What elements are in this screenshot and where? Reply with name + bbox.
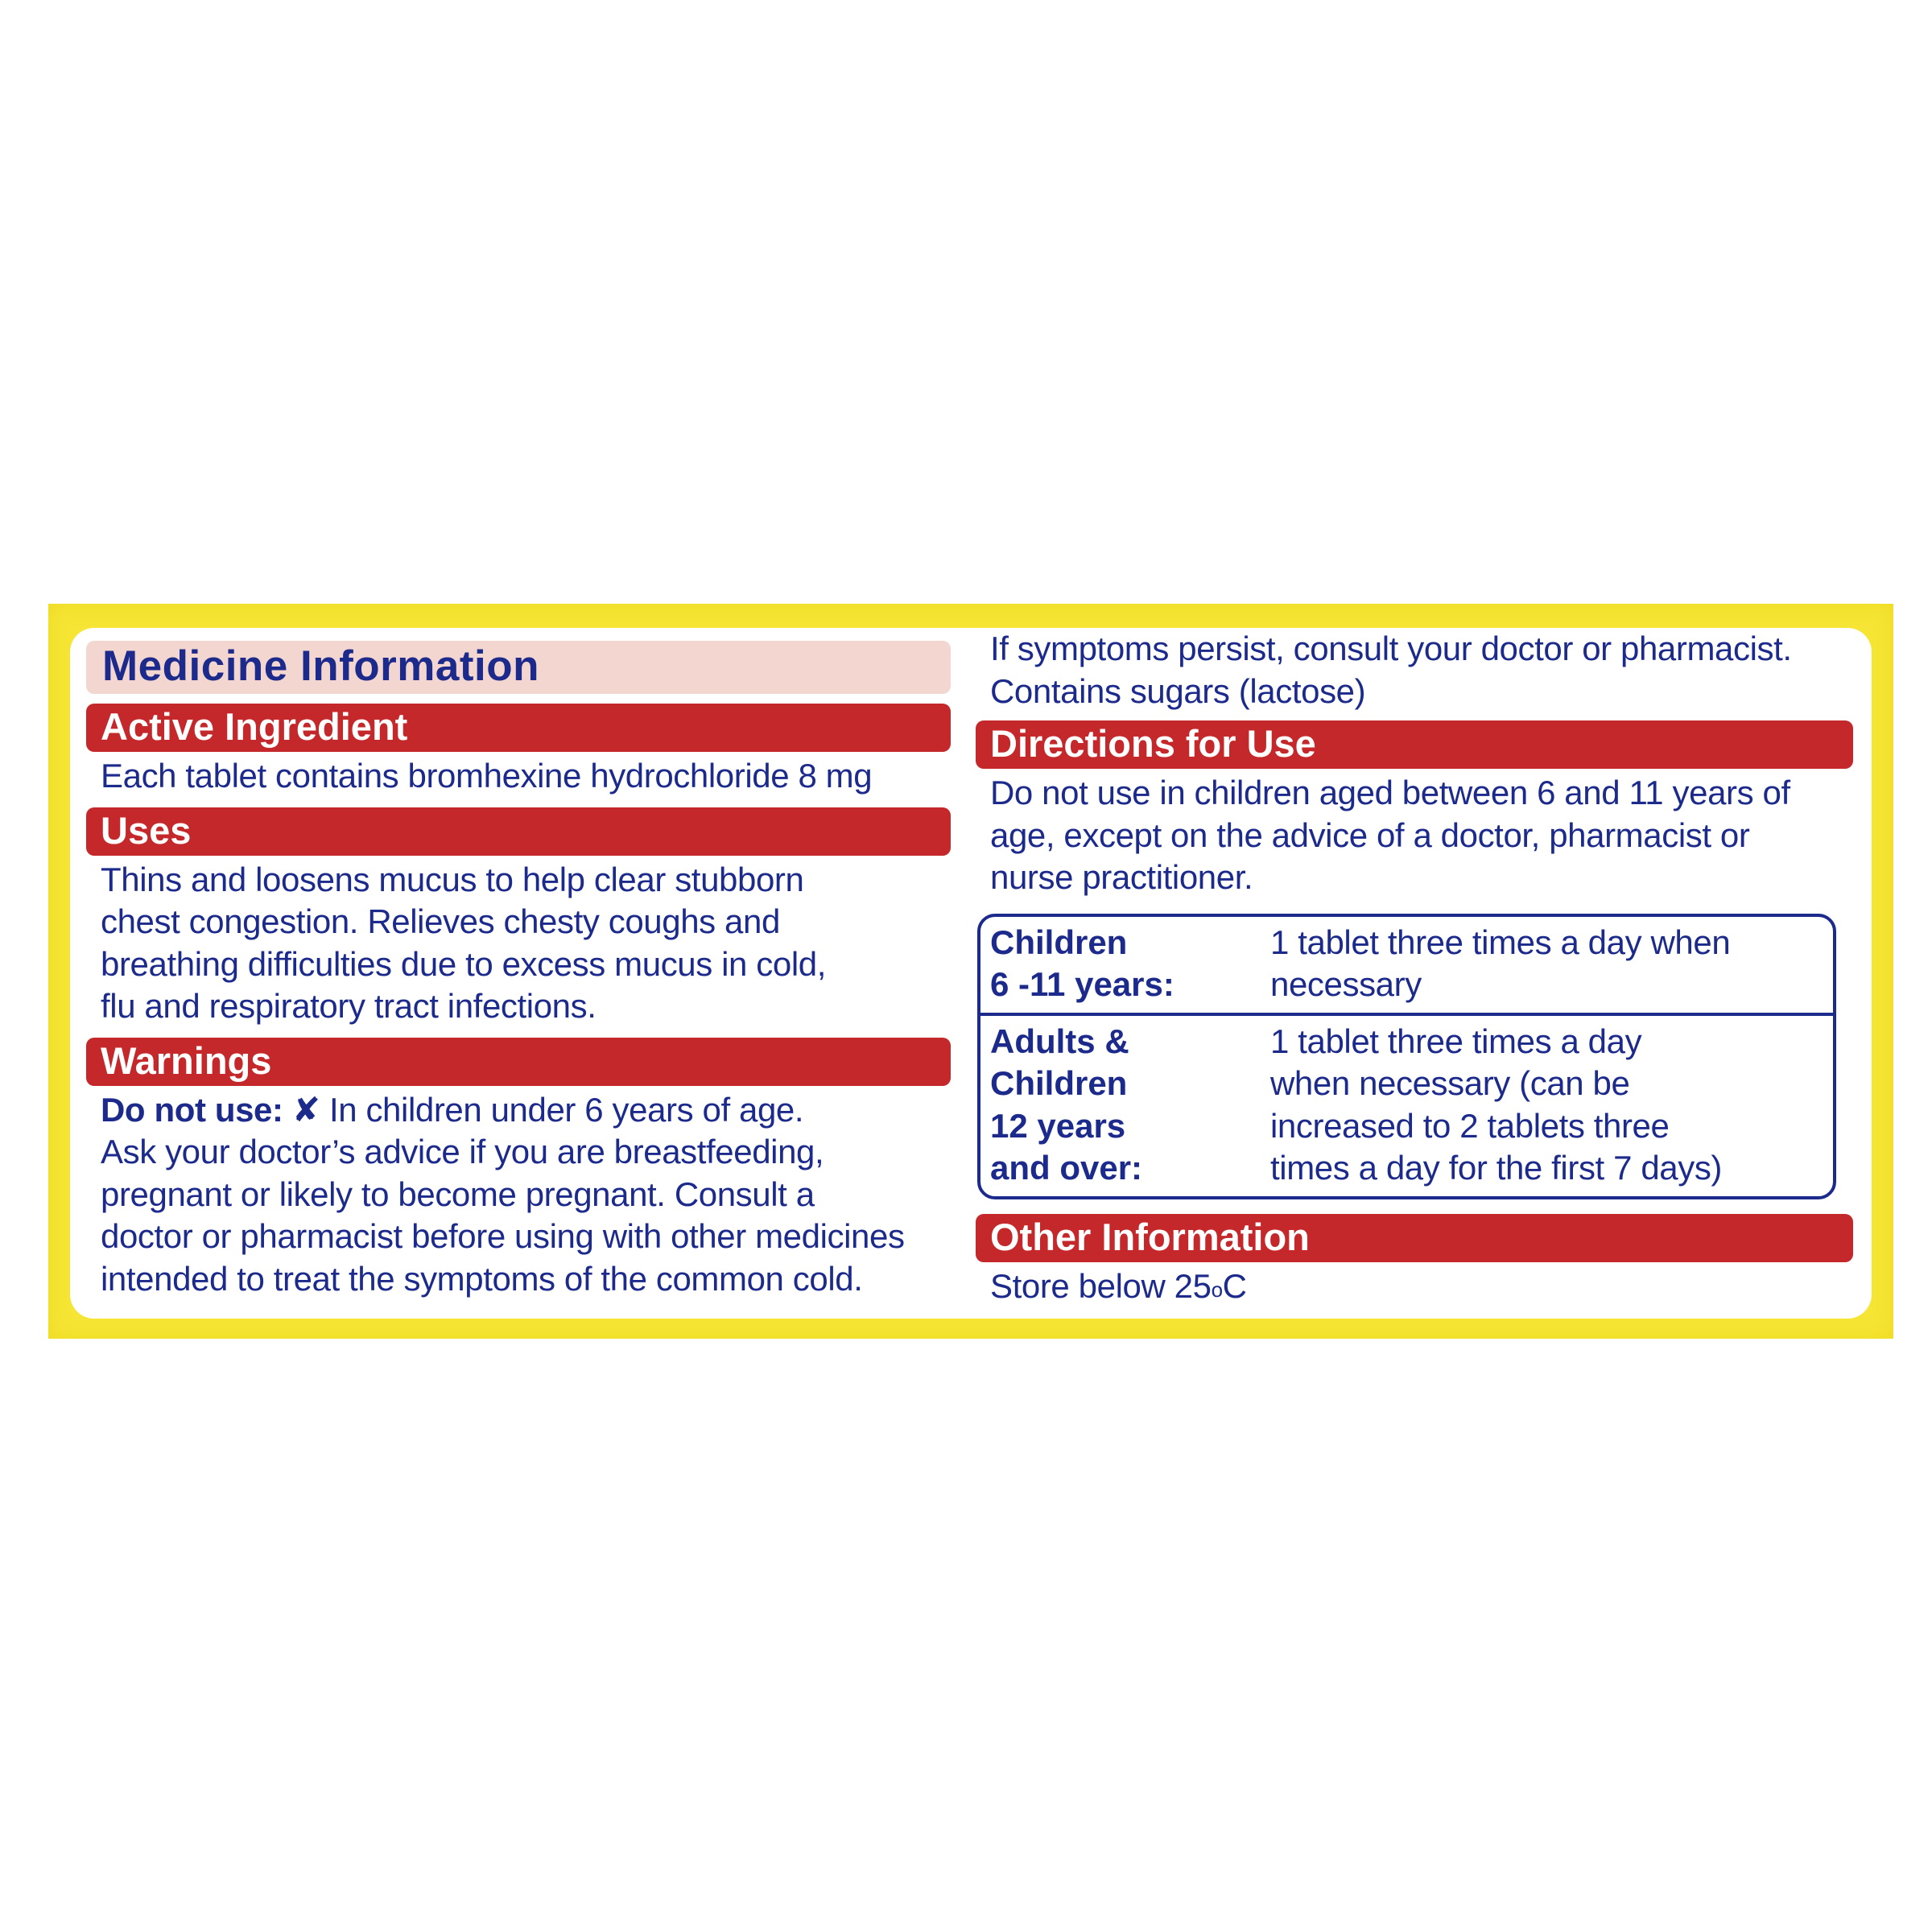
dosage-age-group bbox=[980, 1016, 1270, 1196]
warnings-continued bbox=[976, 628, 1853, 712]
dose-line: 1 tablet three times a day bbox=[1270, 1022, 1642, 1060]
page-title: Medicine Information bbox=[86, 641, 951, 694]
warnings-continued-line: Contains sugars (lactose) bbox=[990, 671, 1366, 710]
dose-line: 1 tablet three times a day when bbox=[1270, 923, 1731, 961]
age-group-line: Children bbox=[990, 923, 1128, 961]
uses-line: chest congestion. Relieves chesty coughs and bbox=[101, 902, 780, 940]
info-panel bbox=[70, 628, 1872, 1319]
dosage-instructions bbox=[1270, 1016, 1833, 1196]
warnings-line: Ask your doctor’s advice if you are breastfeeding, bbox=[101, 1133, 824, 1170]
warnings-text bbox=[86, 1089, 951, 1301]
warnings-line: doctor or pharmacist before using with other medicines bbox=[101, 1217, 905, 1255]
directions-line: nurse practitioner. bbox=[990, 858, 1253, 896]
cross-icon: ✘ bbox=[291, 1090, 320, 1129]
uses-heading: Uses bbox=[86, 807, 951, 856]
dose-line: necessary bbox=[1270, 965, 1422, 1003]
dosage-row-children bbox=[980, 917, 1833, 1013]
age-group-line: 12 years bbox=[990, 1106, 1126, 1145]
directions-text bbox=[976, 772, 1853, 899]
uses-line: flu and respiratory tract infections. bbox=[101, 987, 597, 1025]
package-label bbox=[48, 604, 1893, 1339]
dose-line: times a day for the first 7 days) bbox=[1270, 1149, 1723, 1187]
active-ingredient-text: Each tablet contains bromhexine hydrochloride 8 mg bbox=[101, 757, 873, 795]
age-group-line: 6 -11 years: bbox=[990, 965, 1174, 1003]
storage-unit: C bbox=[1222, 1266, 1247, 1305]
do-not-use-label: Do not use: bbox=[101, 1090, 283, 1129]
age-group-line: Adults & bbox=[990, 1022, 1129, 1060]
warnings-line: intended to treat the symptoms of the common cold. bbox=[101, 1259, 863, 1298]
dosage-age-group bbox=[980, 917, 1270, 1013]
storage-text-prefix: Store below 25 bbox=[990, 1266, 1212, 1305]
left-column bbox=[86, 641, 951, 1300]
warnings-first-line-text: In children under 6 years of age. bbox=[328, 1090, 804, 1129]
dosage-instructions bbox=[1270, 917, 1833, 1013]
other-information-heading: Other Information bbox=[976, 1214, 1853, 1262]
storage-text bbox=[976, 1265, 1853, 1308]
dose-line: when necessary (can be bbox=[1270, 1064, 1630, 1102]
directions-heading: Directions for Use bbox=[976, 720, 1853, 769]
dosage-row-adults bbox=[980, 1013, 1833, 1196]
warnings-line: pregnant or likely to become pregnant. Consult a bbox=[101, 1174, 815, 1213]
right-column bbox=[976, 628, 1853, 1307]
warnings-continued-line: If symptoms persist, consult your doctor or pharmacist. bbox=[990, 630, 1792, 667]
warnings-heading: Warnings bbox=[86, 1038, 951, 1086]
age-group-line: Children bbox=[990, 1064, 1128, 1102]
directions-line: age, except on the advice of a doctor, pharmacist or bbox=[990, 815, 1750, 854]
directions-line: Do not use in children aged between 6 and 11 years of bbox=[990, 774, 1790, 811]
active-ingredient-heading: Active Ingredient bbox=[86, 704, 951, 752]
warnings-first-line bbox=[101, 1089, 951, 1132]
uses-text bbox=[86, 859, 951, 1028]
uses-line: Thins and loosens mucus to help clear stubborn bbox=[101, 860, 804, 898]
dosage-table bbox=[977, 914, 1836, 1199]
age-group-line: and over: bbox=[990, 1149, 1143, 1187]
uses-line: breathing difficulties due to excess mucus in cold, bbox=[101, 944, 826, 983]
dose-line: increased to 2 tablets three bbox=[1270, 1106, 1670, 1145]
degree-symbol: o bbox=[1211, 1277, 1223, 1302]
